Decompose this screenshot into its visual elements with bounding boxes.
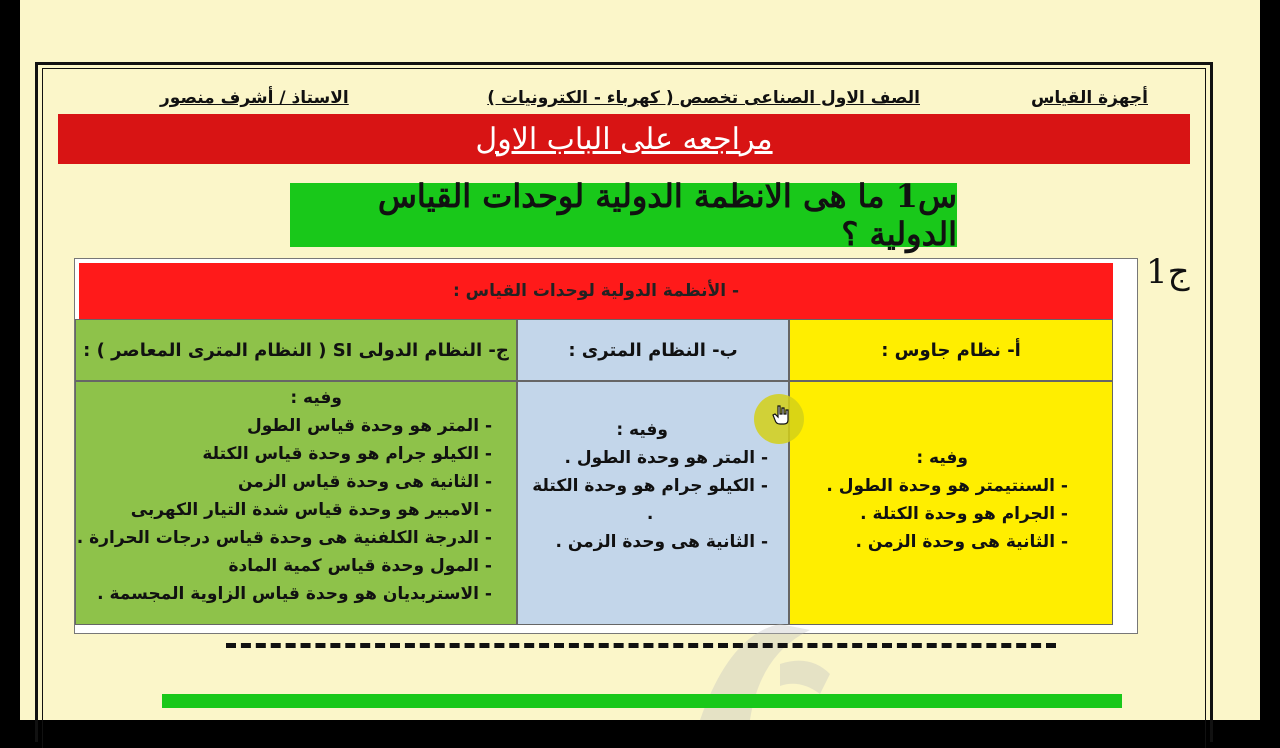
header-teacher: الاستاذ / أشرف منصور (160, 88, 349, 108)
systems-table (74, 258, 1138, 634)
hand-cursor-icon (772, 404, 792, 432)
list-item: - الامبير هو وحدة قياس شدة التيار الكهربى (130, 500, 492, 520)
question-text: س1 ما هى الانظمة الدولية لوحدات القياس الدولية ؟ (377, 177, 957, 253)
list-item: - الثانية هى وحدة قياس الزمن (238, 472, 492, 492)
list-item: - المتر هو وحدة الطول . (564, 448, 768, 468)
list-item: - الجرام هو وحدة الكتلة . (860, 504, 1068, 524)
header-subject: أجهزة القياس (1030, 88, 1148, 108)
column-body-metric (517, 381, 789, 625)
column-intro: وفيه : (916, 448, 968, 468)
page-title: مراجعه على الباب الاول (475, 121, 773, 157)
list-item: - الاستربديان هو وحدة قياس الزاوية المجسمة . (97, 584, 492, 604)
list-item: - الكيلو جرام هو وحدة قياس الكتلة (202, 444, 492, 464)
column-body-gauss (789, 381, 1113, 625)
list-item: - الدرجة الكلفنية هى وحدة قياس درجات الحرارة . (76, 528, 492, 548)
next-question-banner (162, 694, 1122, 708)
answer-label: ج1 (1146, 252, 1190, 292)
header-grade: الصف الاول الصناعى تخصص ( كهرباء - الكترونيات ) (487, 88, 920, 108)
title-banner (58, 114, 1190, 164)
list-item: - المتر هو وحدة قياس الطول (247, 416, 492, 436)
question-banner (290, 177, 957, 253)
list-item: - السنتيمتر هو وحدة الطول . (826, 476, 1068, 496)
column-body-si (75, 381, 517, 625)
column-heading-gauss: أ- نظام جاوس : (789, 319, 1113, 381)
column-heading-si: ج- النظام الدولى SI ( النظام المترى المعاصر ) : (75, 319, 517, 381)
list-item: - المول وحدة قياس كمية المادة (228, 556, 492, 576)
list-item: - الثانية هى وحدة الزمن . (855, 532, 1068, 552)
column-heading-metric: ب- النظام المترى : (517, 319, 789, 381)
column-intro: وفيه : (290, 388, 342, 408)
column-intro: وفيه : (616, 420, 668, 440)
list-item: . (646, 504, 654, 524)
separator-line (226, 643, 1056, 648)
list-item: - الثانية هى وحدة الزمن . (555, 532, 768, 552)
table-title: - الأنظمة الدولية لوحدات القياس : (79, 263, 1113, 319)
list-item: - الكيلو جرام هو وحدة الكتلة (532, 476, 768, 496)
